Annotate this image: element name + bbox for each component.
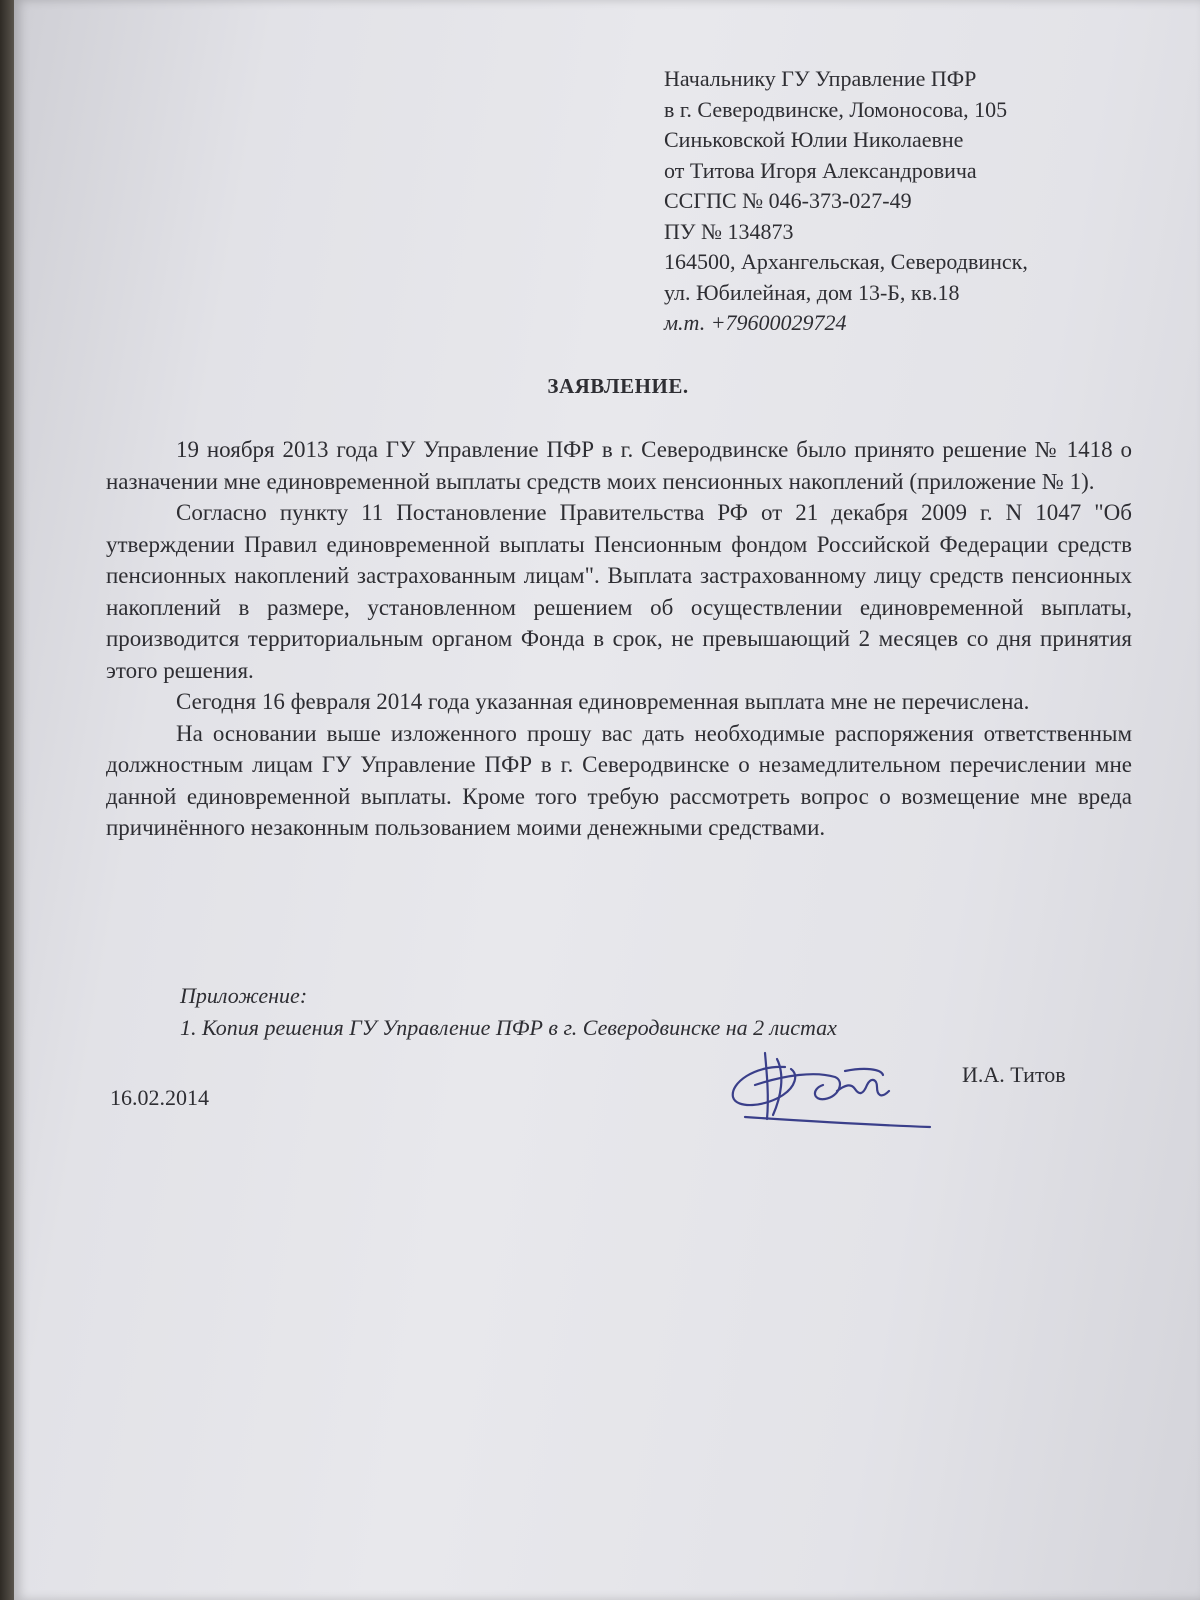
recipient-line: Начальнику ГУ Управление ПФР	[664, 66, 977, 91]
recipient-line: от Титова Игоря Александровича	[664, 157, 977, 183]
recipient-line: в г. Северодвинске, Ломоносова, 105	[664, 96, 1008, 122]
body-paragraph: 19 ноября 2013 года ГУ Управление ПФР в г. Северодвинске было принято решение № 1418 о назначении мне единовременной выплаты средств моих пенсионных накоплений (приложение № 1).	[106, 437, 1132, 494]
body-paragraph: Сегодня 16 февраля 2014 года указанная единовременная выплата мне не перечислена.	[176, 689, 1030, 714]
document-title: ЗАЯВЛЕНИЕ.	[547, 374, 689, 398]
recipient-line: ПУ № 134873	[664, 218, 794, 244]
document-date: 16.02.2014	[110, 1085, 209, 1110]
recipient-line: Синьковской Юлии Николаевне	[664, 127, 964, 152]
handwritten-signature	[725, 1045, 965, 1140]
attachment-item: 1. Копия решения ГУ Управление ПФР в г. Северодвинске на 2 листах	[180, 1015, 837, 1040]
attachment-heading: Приложение:	[180, 983, 308, 1008]
recipient-line: ул. Юбилейная, дом 13-Б, кв.18	[664, 279, 960, 305]
body-paragraph: На основании выше изложенного прошу вас дать необходимые распоряжения ответственным должностным лицам ГУ Управление ПФР в г. Северодвинске о незамедлительном перечислении мне данной единовременной выплаты. Кроме того требую рассмотреть вопрос о возмещение мне вреда причинённого незаконным пользованием моими денежными средствами.	[106, 720, 1132, 840]
paper-edge-shadow	[0, 0, 14, 1600]
signer-name: И.А. Титов	[962, 1062, 1066, 1087]
recipient-phone: м.т. +79600029724	[664, 310, 847, 335]
attachment-block	[180, 980, 837, 1044]
body-paragraph: Согласно пункту 11 Постановление Правительства РФ от 21 декабря 2009 г. N 1047 "Об утверждении Правил единовременной выплаты Пенсионным фондом Российской Федерации средств пенсионных накоплений застрахованным лицам". Выплата застрахованному лицу средств пенсионных накоплений в размере, установленном решением об осуществлении единовременной выплаты, производится территориальным органом Фонда в срок, не превышающий 2 месяцев со дня принятия этого решения.	[106, 500, 1132, 683]
recipient-block	[664, 64, 1184, 339]
recipient-line: ССГПС № 046-373-027-49	[664, 188, 912, 213]
recipient-line: 164500, Архангельская, Северодвинск,	[664, 249, 1028, 274]
document-body	[106, 434, 1132, 844]
